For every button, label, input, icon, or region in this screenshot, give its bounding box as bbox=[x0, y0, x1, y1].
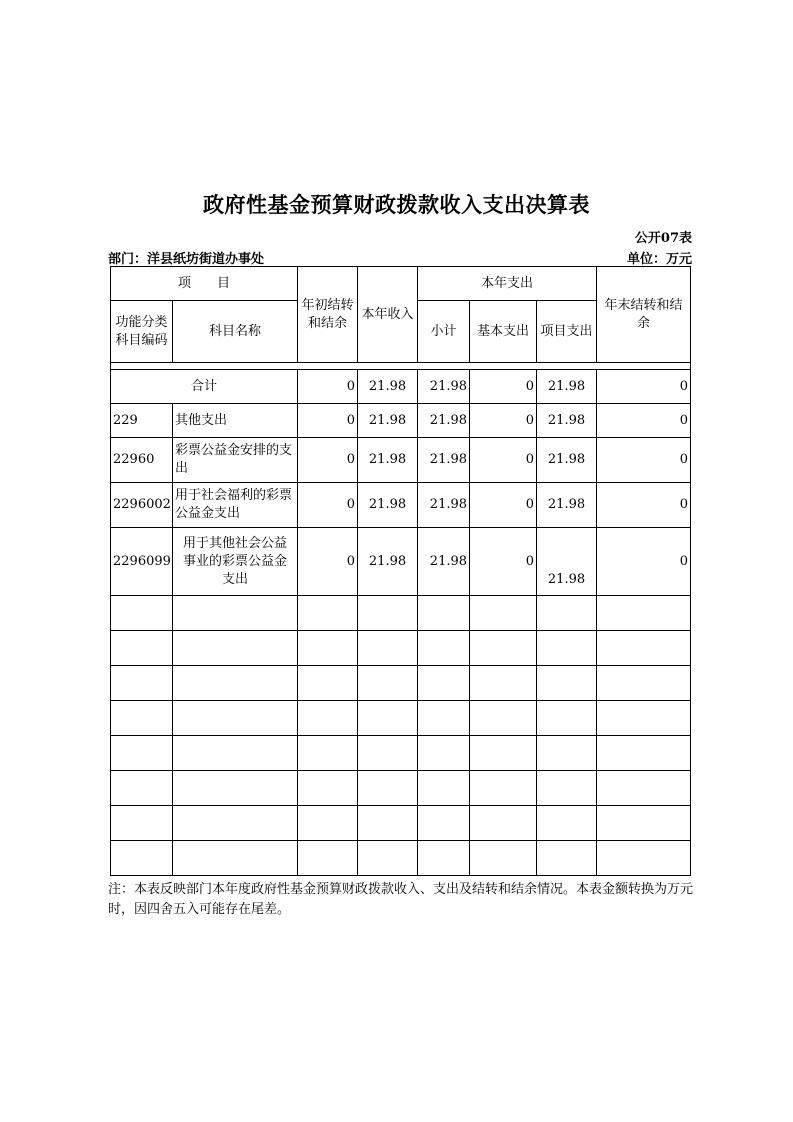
header-project-expense: 项目支出 bbox=[537, 301, 597, 363]
cell-project-expense: 21.98 bbox=[537, 483, 597, 528]
empty-row bbox=[111, 701, 691, 736]
cell-basic-expense: 0 bbox=[470, 404, 537, 438]
cell-name: 用于其他社会公益事业的彩票公益金支出 bbox=[173, 528, 298, 596]
table-row bbox=[111, 404, 691, 438]
cell-begin-balance: 0 bbox=[298, 528, 358, 596]
header-subtotal: 小计 bbox=[418, 301, 470, 363]
cell-name: 其他支出 bbox=[173, 404, 298, 438]
total-row bbox=[111, 370, 691, 404]
header-begin-balance: 年初结转和结余 bbox=[298, 267, 358, 363]
cell-end-balance: 0 bbox=[597, 370, 691, 404]
empty-row bbox=[111, 771, 691, 806]
cell-project-expense: 21.98 bbox=[537, 438, 597, 483]
cell-subtotal: 21.98 bbox=[418, 528, 470, 596]
empty-row bbox=[111, 736, 691, 771]
table-row bbox=[111, 528, 691, 596]
cell-subtotal: 21.98 bbox=[418, 438, 470, 483]
cell-name: 彩票公益金安排的支出 bbox=[173, 438, 298, 483]
cell-basic-expense: 0 bbox=[470, 370, 537, 404]
cell-basic-expense: 0 bbox=[470, 528, 537, 596]
header-year-income: 本年收入 bbox=[358, 267, 418, 363]
empty-row bbox=[111, 806, 691, 841]
cell-begin-balance: 0 bbox=[298, 438, 358, 483]
page-title: 政府性基金预算财政拨款收入支出决算表 bbox=[203, 192, 590, 217]
empty-row bbox=[111, 631, 691, 666]
cell-year-income: 21.98 bbox=[358, 483, 418, 528]
header-func-code: 功能分类科目编码 bbox=[111, 301, 173, 363]
total-label: 合计 bbox=[111, 370, 298, 404]
header-subject-name: 科目名称 bbox=[173, 301, 298, 363]
department-label: 部门：洋县纸坊街道办事处 bbox=[108, 252, 265, 267]
table-row bbox=[111, 483, 691, 528]
cell-subtotal: 21.98 bbox=[418, 404, 470, 438]
cell-end-balance: 0 bbox=[597, 404, 691, 438]
cell-project-expense: 21.98 bbox=[537, 370, 597, 404]
cell-basic-expense: 0 bbox=[470, 438, 537, 483]
cell-year-income: 21.98 bbox=[358, 528, 418, 596]
cell-year-income: 21.98 bbox=[358, 404, 418, 438]
empty-row bbox=[111, 841, 691, 876]
cell-code: 2296099 bbox=[111, 528, 173, 596]
header-item: 项 目 bbox=[111, 267, 298, 301]
cell-project-expense: 21.98 bbox=[537, 404, 597, 438]
table-row bbox=[111, 438, 691, 483]
unit-label: 单位：万元 bbox=[626, 252, 692, 267]
cell-end-balance: 0 bbox=[597, 528, 691, 596]
header-end-balance: 年末结转和结余 bbox=[597, 267, 691, 363]
empty-row bbox=[111, 596, 691, 631]
cell-year-income: 21.98 bbox=[358, 370, 418, 404]
cell-name: 用于社会福利的彩票公益金支出 bbox=[173, 483, 298, 528]
cell-year-income: 21.98 bbox=[358, 438, 418, 483]
footnote: 注：本表反映部门本年度政府性基金预算财政拨款收入、支出及结转和结余情况。本表金额转换为万元时，因四舍五入可能存在尾差。 bbox=[108, 882, 694, 917]
cell-basic-expense: 0 bbox=[470, 483, 537, 528]
empty-row bbox=[111, 666, 691, 701]
form-number: 公开07表 bbox=[634, 231, 692, 246]
cell-code: 22960 bbox=[111, 438, 173, 483]
cell-begin-balance: 0 bbox=[298, 370, 358, 404]
cell-project-expense: 21.98 bbox=[537, 528, 597, 596]
cell-begin-balance: 0 bbox=[298, 483, 358, 528]
fund-budget-table bbox=[110, 266, 691, 876]
header-gap bbox=[111, 363, 691, 370]
header-basic-expense: 基本支出 bbox=[470, 301, 537, 363]
cell-code: 229 bbox=[111, 404, 173, 438]
cell-subtotal: 21.98 bbox=[418, 483, 470, 528]
cell-subtotal: 21.98 bbox=[418, 370, 470, 404]
header-year-expense: 本年支出 bbox=[418, 267, 597, 301]
cell-code: 2296002 bbox=[111, 483, 173, 528]
cell-begin-balance: 0 bbox=[298, 404, 358, 438]
cell-end-balance: 0 bbox=[597, 483, 691, 528]
cell-end-balance: 0 bbox=[597, 438, 691, 483]
